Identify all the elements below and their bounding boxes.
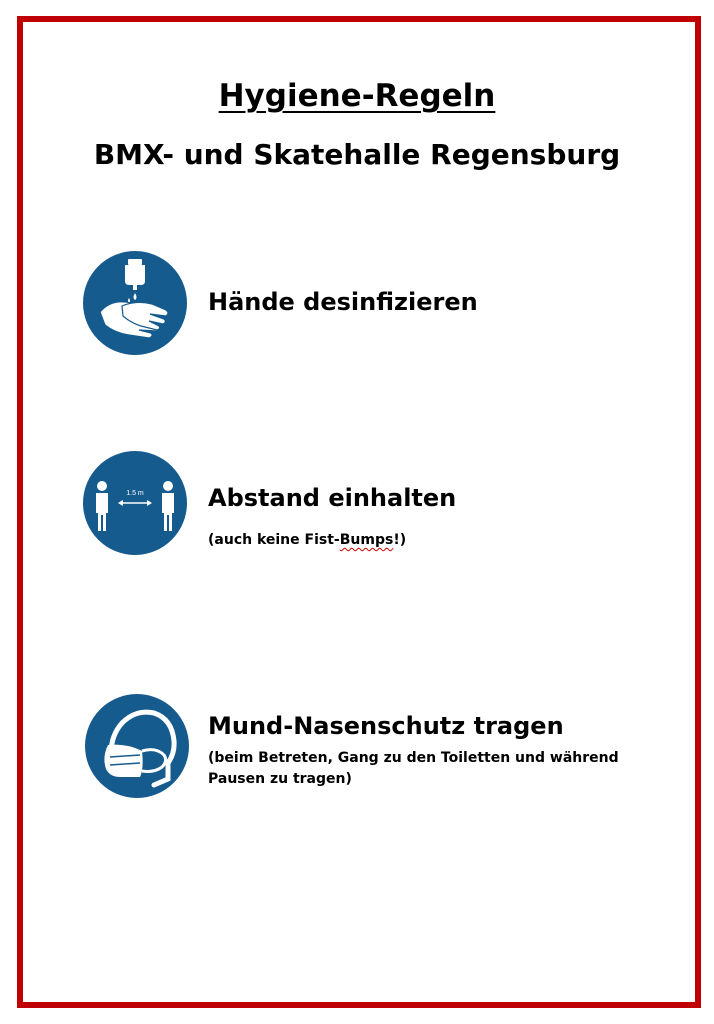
poster-title: Hygiene-Regeln [218, 78, 496, 114]
face-mask-icon [84, 693, 190, 799]
rule-distance-label: Abstand einhalten [208, 484, 457, 512]
distance-label: 1.5 m [126, 490, 144, 497]
distance-icon [82, 450, 188, 556]
rule-disinfect-label: Hände desinfizieren [208, 288, 478, 316]
rule-mask-label: Mund-Nasenschutz tragen [208, 712, 564, 740]
rule-distance-note: (auch keine Fist-Bumps!) [208, 532, 407, 548]
hand-disinfection-icon [82, 250, 188, 356]
rule-mask-note: (beim Betreten, Gang zu den Toiletten und während Pausen zu tragen) [208, 750, 619, 787]
poster-subtitle: BMX- und Skatehalle Regensburg [93, 138, 621, 171]
spellcheck-marked-word: Bumps [339, 532, 394, 548]
